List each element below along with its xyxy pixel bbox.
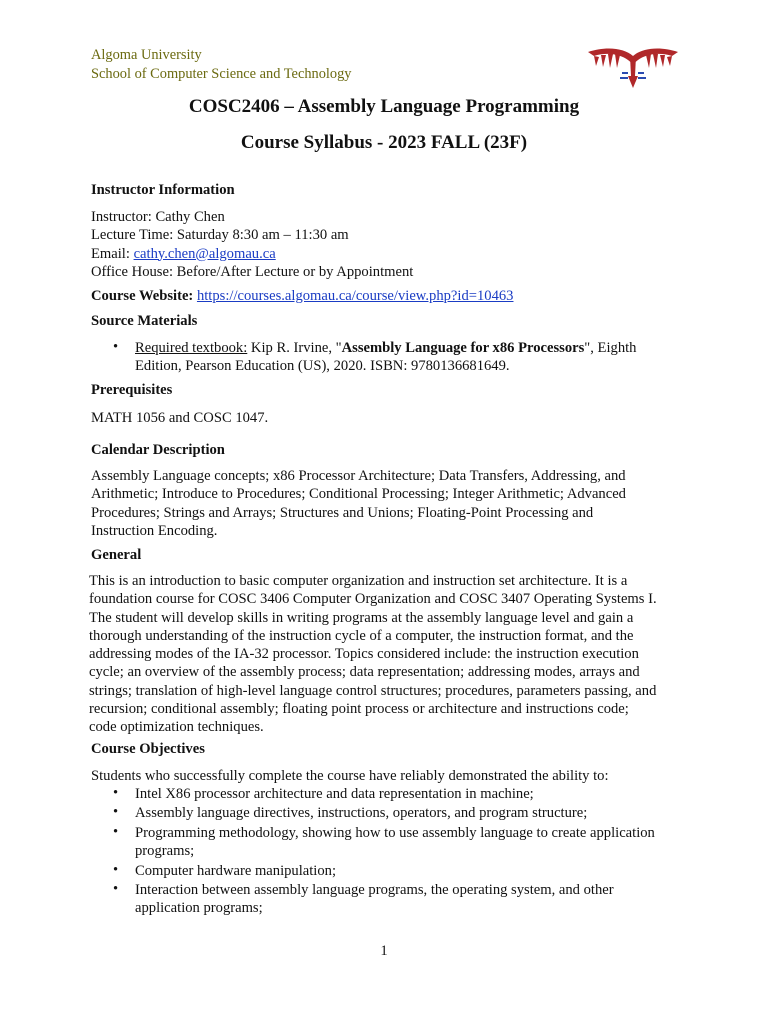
- page-number: 1: [380, 943, 388, 959]
- general-line: cycle; an overview of the assembly process; data representation; addressing modes, arrays and: [89, 664, 640, 681]
- objective-line: programs;: [135, 843, 195, 860]
- objective-bullet: •: [113, 804, 119, 820]
- university-logo-icon: [586, 42, 680, 92]
- calendar-heading: Calendar Description: [91, 442, 225, 458]
- general-line: The student will develop skills in writing programs at the assembly language level and gain a: [89, 609, 634, 626]
- calendar-description: [91, 467, 691, 540]
- source-bullet: •: [113, 339, 119, 355]
- school-name: School of Computer Science and Technology: [91, 66, 352, 82]
- prereq-text: MATH 1056 and COSC 1047.: [91, 410, 269, 426]
- general-line: code optimization techniques.: [89, 719, 264, 736]
- objective-bullet: •: [113, 785, 119, 801]
- website-label: Course Website:: [91, 288, 194, 304]
- lecture-time: Lecture Time: Saturday 8:30 am – 11:30 am: [91, 227, 349, 244]
- instructor-heading: Instructor Information: [91, 182, 235, 198]
- objective-bullet: •: [113, 862, 119, 878]
- objective-line: application programs;: [135, 900, 263, 917]
- prereq-heading: Prerequisites: [91, 382, 173, 398]
- general-line: thorough understanding of the instruction cycle of a computer, the instruction format, and the: [89, 627, 634, 644]
- general-description: [89, 572, 699, 737]
- general-line: foundation course for COSC 3406 Computer Organization and COSC 3407 Operating Systems I.: [89, 591, 657, 608]
- objective-item: [135, 881, 695, 918]
- objectives-heading: Course Objectives: [91, 741, 205, 757]
- objectives-intro: Students who successfully complete the course have reliably demonstrated the ability to:: [91, 768, 609, 784]
- textbook-title: Assembly Language for x86 Processors: [341, 340, 585, 356]
- textbook-edition: ", Eighth: [584, 340, 637, 356]
- required-textbook-label: Required textbook:: [135, 340, 248, 356]
- calendar-line: Procedures; Strings and Arrays; Structures and Unions; Floating-Point Processing and: [91, 504, 594, 521]
- website-line: [91, 287, 691, 305]
- email-label: Email:: [91, 245, 134, 262]
- objective-bullet: •: [113, 824, 119, 840]
- university-name: Algoma University: [91, 47, 202, 63]
- general-line: recursion; conditional assembly; floating point process or architecture and instructions code;: [89, 701, 629, 718]
- general-line: addressing modes of the IA-32 processor. Topics considered include: the instruction execution: [89, 646, 639, 663]
- general-heading: General: [91, 547, 142, 563]
- instructor-info: [91, 208, 691, 281]
- objective-bullet: •: [113, 881, 119, 897]
- source-textbook: [135, 339, 695, 376]
- general-line: This is an introduction to basic computer organization and instruction set architecture. It is a: [89, 573, 628, 589]
- objective-item: Computer hardware manipulation;: [135, 863, 337, 879]
- calendar-line: Arithmetic; Introduce to Procedures; Conditional Processing; Integer Arithmetic; Advanced: [91, 486, 626, 503]
- source-heading: Source Materials: [91, 313, 198, 329]
- objective-item: [135, 824, 695, 861]
- website-link[interactable]: https://courses.algomau.ca/course/view.php?id=10463: [196, 288, 514, 304]
- office-hours: Office House: Before/After Lecture or by Appointment: [91, 263, 414, 280]
- objective-item: Intel X86 processor architecture and data representation in machine;: [135, 786, 534, 802]
- course-title: COSC2406 – Assembly Language Programming: [188, 96, 580, 117]
- objective-line: Interaction between assembly language programs, the operating system, and other: [135, 882, 614, 898]
- general-line: strings; translation of high-level language control structures; procedures, parameters passing, and: [89, 682, 657, 699]
- syllabus-title: Course Syllabus - 2023 FALL (23F): [240, 132, 528, 153]
- objective-line: Programming methodology, showing how to use assembly language to create application: [135, 825, 655, 841]
- calendar-line: Assembly Language concepts; x86 Processor Architecture; Data Transfers, Addressing, and: [91, 468, 626, 484]
- objective-item: Assembly language directives, instructions, operators, and program structure;: [135, 805, 588, 821]
- textbook-author: Kip R. Irvine, ": [247, 340, 342, 356]
- email-link[interactable]: cathy.chen@algomau.ca: [133, 245, 276, 262]
- header-block: [91, 46, 352, 84]
- instructor-name: Instructor: Cathy Chen: [91, 209, 225, 225]
- textbook-publisher: Edition, Pearson Education (US), 2020. ISBN: 9780136681649.: [135, 358, 510, 375]
- email-line: [91, 245, 691, 263]
- calendar-line: Instruction Encoding.: [91, 522, 218, 539]
